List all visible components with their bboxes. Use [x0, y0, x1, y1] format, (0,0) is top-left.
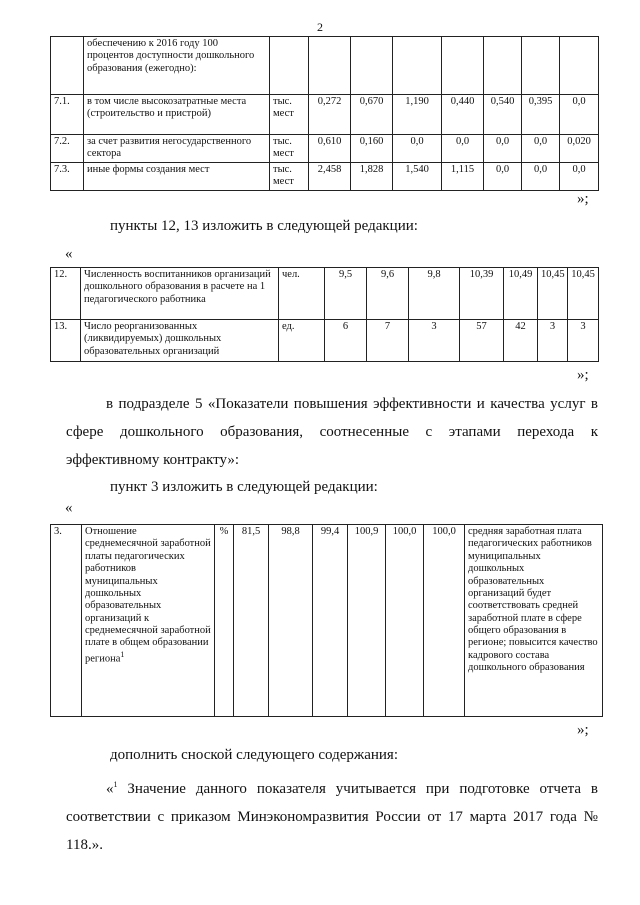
closing-quote-1: »;: [577, 191, 589, 207]
value-cell: 10,45: [538, 268, 568, 320]
row-indicator: обеспечению к 2016 году 100 процентов доступности дошкольного образования (ежегодно):: [84, 37, 270, 95]
opening-quote-1: «: [65, 246, 73, 262]
value-cell: [393, 37, 442, 95]
value-cell: [351, 37, 393, 95]
value-cell: 2,458: [309, 162, 351, 190]
table-row: [51, 525, 603, 717]
value-cell: 0,610: [309, 135, 351, 163]
paragraph-point-3: пункт 3 изложить в следующей редакции:: [110, 479, 378, 495]
row-number: 13.: [51, 320, 81, 362]
value-cell: 0,395: [522, 95, 560, 135]
value-cell: 10,45: [568, 268, 599, 320]
value-cell: 99,4: [313, 525, 348, 717]
value-cell: 0,0: [560, 162, 599, 190]
footnote-open-quote: «: [106, 781, 114, 797]
value-cell: 100,0: [386, 525, 424, 717]
value-cell: 0,0: [484, 162, 522, 190]
table-row: [51, 37, 599, 95]
value-cell: [560, 37, 599, 95]
value-cell: 0,160: [351, 135, 393, 163]
table-row: [51, 268, 599, 320]
row-indicator: иные формы создания мест: [84, 162, 270, 190]
paragraph-subsection-5-text: в подразделе 5 «Показатели повышения эффективности и качества услуг в сфере дошкольного образования, соотнесенные с этапами перехода к эффективному контракту»:: [66, 396, 598, 468]
row-number: 7.3.: [51, 162, 84, 190]
value-cell: 0,440: [442, 95, 484, 135]
row-unit: [270, 37, 309, 95]
value-cell: 1,190: [393, 95, 442, 135]
value-cell: [484, 37, 522, 95]
row-note: средняя заработная плата педагогических работников муниципальных дошкольных образовательных организаций будет соответствовать средней заработной плате в сфере общего образования в регионе; повысится качество кадрового состава дошкольного образования: [465, 525, 603, 717]
value-cell: 100,9: [348, 525, 386, 717]
row-unit: ед.: [279, 320, 325, 362]
row-unit: чел.: [279, 268, 325, 320]
value-cell: 57: [460, 320, 504, 362]
table-row: [51, 320, 599, 362]
value-cell: 0,670: [351, 95, 393, 135]
value-cell: 3: [568, 320, 599, 362]
paragraph-footnote-intro: дополнить сноской следующего содержания:: [110, 747, 399, 763]
table-points-12-13: [50, 267, 599, 362]
indicator-text: Отношение среднемесячной заработной платы педагогических работников муниципальных дошкольных образовательных организаций к среднемесячной заработной плате в общем образовании региона: [85, 526, 211, 665]
value-cell: 3: [538, 320, 568, 362]
value-cell: 1,540: [393, 162, 442, 190]
value-cell: [309, 37, 351, 95]
row-indicator: за счет развития негосударственного сектора: [84, 135, 270, 163]
value-cell: 1,828: [351, 162, 393, 190]
table-point-3: [50, 524, 603, 717]
value-cell: 100,0: [424, 525, 465, 717]
value-cell: 7: [367, 320, 409, 362]
value-cell: 0,540: [484, 95, 522, 135]
footnote-mark: 1: [113, 780, 118, 789]
row-indicator: в том числе высокозатратные места (строительство и пристрой): [84, 95, 270, 135]
paragraph-footnote-text: [66, 771, 598, 859]
paragraph-points-12-13: пункты 12, 13 изложить в следующей редакции:: [110, 218, 418, 234]
value-cell: 0,0: [442, 135, 484, 163]
value-cell: 0,0: [522, 162, 560, 190]
row-indicator: [82, 525, 215, 717]
row-number: 7.1.: [51, 95, 84, 135]
table-places: [50, 36, 599, 191]
row-indicator: Число реорганизованных (ликвидируемых) дошкольных образовательных организаций: [81, 320, 279, 362]
value-cell: 0,0: [522, 135, 560, 163]
value-cell: 6: [325, 320, 367, 362]
value-cell: 0,0: [484, 135, 522, 163]
value-cell: 0,0: [393, 135, 442, 163]
value-cell: 9,8: [409, 268, 460, 320]
value-cell: 0,0: [560, 95, 599, 135]
value-cell: [522, 37, 560, 95]
opening-quote-2: «: [65, 500, 73, 516]
value-cell: [442, 37, 484, 95]
value-cell: 9,6: [367, 268, 409, 320]
table-row: [51, 95, 599, 135]
value-cell: 0,272: [309, 95, 351, 135]
row-unit: тыс. мест: [270, 162, 309, 190]
value-cell: 10,39: [460, 268, 504, 320]
value-cell: 42: [504, 320, 538, 362]
row-number: 7.2.: [51, 135, 84, 163]
closing-quote-2: »;: [577, 367, 589, 383]
table-row: [51, 135, 599, 163]
row-number: 3.: [51, 525, 82, 717]
value-cell: 98,8: [269, 525, 313, 717]
footnote-mark: 1: [120, 649, 125, 659]
value-cell: 3: [409, 320, 460, 362]
footnote-text: Значение данного показателя учитывается при подготовке отчета в соответствии с приказом Минэкономразвития России от 17 марта 2017 года № 118.».: [66, 781, 598, 853]
row-indicator: Численность воспитанников организаций дошкольного образования в расчете на 1 педагогического работника: [81, 268, 279, 320]
value-cell: 1,115: [442, 162, 484, 190]
table-row: [51, 162, 599, 190]
page-number: 2: [317, 20, 323, 34]
row-number: 12.: [51, 268, 81, 320]
row-number: [51, 37, 84, 95]
row-unit: тыс. мест: [270, 135, 309, 163]
row-unit: тыс. мест: [270, 95, 309, 135]
row-unit: %: [215, 525, 234, 717]
value-cell: 10,49: [504, 268, 538, 320]
value-cell: 0,020: [560, 135, 599, 163]
closing-quote-3: »;: [577, 722, 589, 738]
paragraph-subsection-5: [66, 390, 598, 474]
value-cell: 81,5: [234, 525, 269, 717]
value-cell: 9,5: [325, 268, 367, 320]
